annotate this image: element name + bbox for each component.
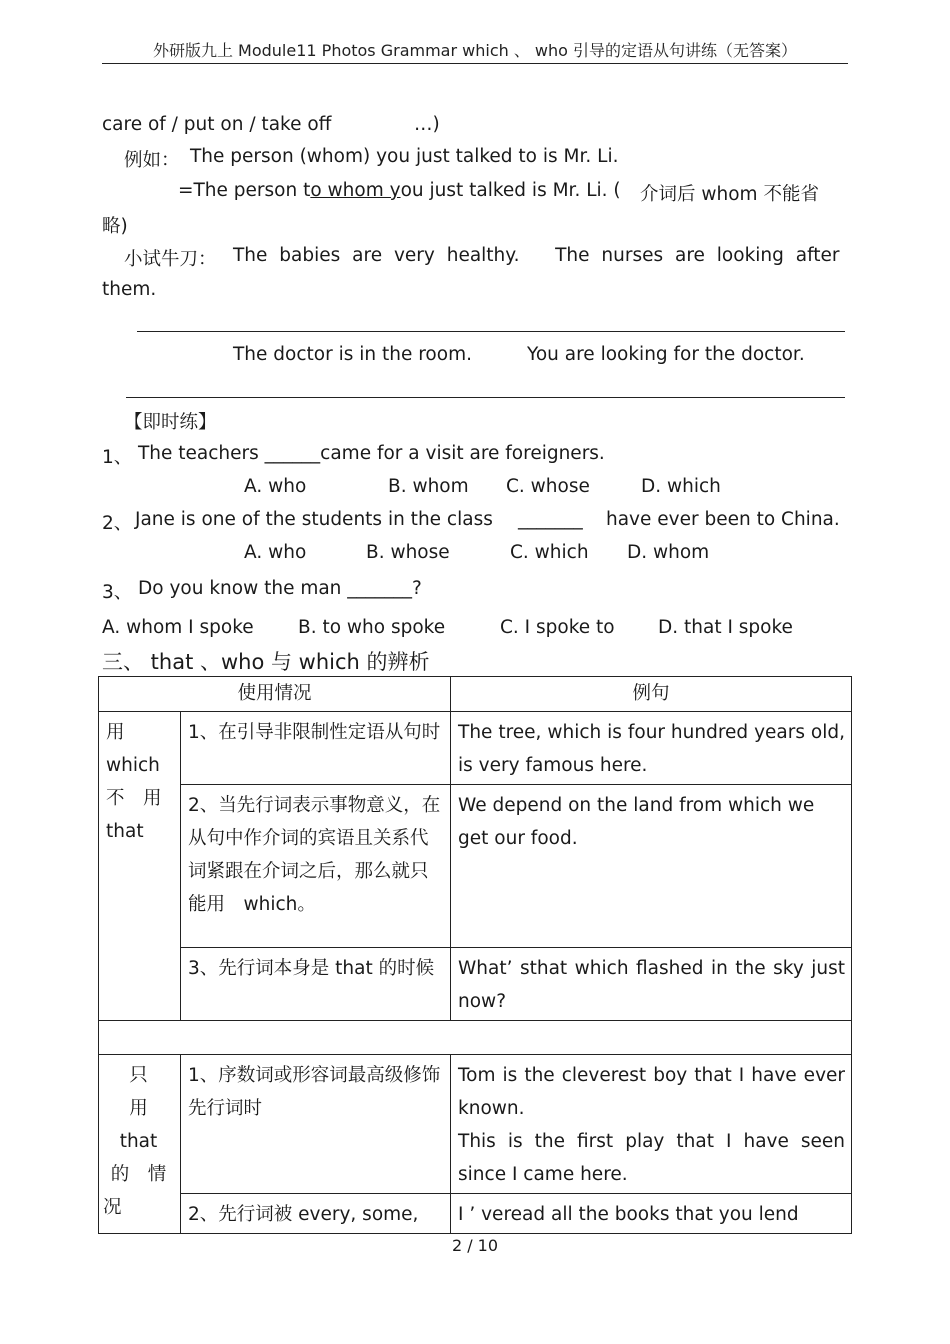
header-example: 例句 (451, 677, 852, 712)
header-rule (102, 63, 848, 64)
equivalent-sentence (178, 180, 621, 201)
practice-title: 【即时练】 (124, 412, 217, 433)
question-2-number: 2、 (102, 513, 133, 534)
page-number: 2 / 10 (451, 1236, 499, 1255)
group-1-label-line: that (106, 821, 144, 842)
answer-line-1 (137, 331, 845, 332)
doctor-sentence-a: The doctor is in the room. (233, 344, 472, 365)
comparison-table (98, 676, 852, 1234)
table-header-row (99, 677, 852, 712)
try-label: 小试牛刀： (124, 249, 217, 270)
preposition-note-end: 略) (102, 216, 128, 237)
header-usage: 使用情况 (99, 677, 451, 712)
section-3-title: 三、 that 、who 与 which 的辨析 (102, 650, 430, 674)
group-2-label (99, 1055, 181, 1234)
example-line: This is the first play that I have seen since I came here. (458, 1131, 846, 1185)
question-2-text: Jane is one of the students in the class (135, 509, 493, 530)
equivalent-post: ou just talked is Mr. Li. ( (400, 180, 621, 201)
table-row (99, 948, 852, 1021)
example-label: 例如： (124, 150, 180, 171)
example-cell: I ’ veread all the books that you lend (451, 1194, 852, 1234)
usage-cell: 2、先行词被 every, some, (181, 1194, 451, 1234)
group-1-label-line: 不 用 (106, 788, 162, 809)
try-sentence: The babies are very healthy. The nurses are looking after (233, 245, 840, 266)
question-3-number: 3、 (102, 582, 133, 603)
question-2-text-end: have ever been to China. (606, 509, 840, 530)
question-1-option-c: C. whose (506, 476, 590, 497)
question-3-option-d: D. that I spoke (658, 617, 793, 638)
example-cell: We depend on the land from which we get our food. (451, 785, 852, 948)
question-3-option-b: B. to who spoke (298, 617, 446, 638)
usage-cell: 3、先行词本身是 that 的时候 (181, 948, 451, 1021)
group-2-label-line: 只 (129, 1065, 148, 1086)
usage-cell: 2、当先行词表示事物意义，在从句中作介词的宾语且关系代词紧跟在介词之后，那么就只能用 which。 (181, 785, 451, 948)
example-line: Tom is the cleverest boy that I have ever known. (458, 1065, 846, 1119)
question-2-option-c: C. which (510, 542, 589, 563)
doctor-sentence-b: You are looking for the doctor. (527, 344, 805, 365)
question-2-blank: _______ (518, 509, 583, 530)
intro-line-1: care of / put on / take off (102, 114, 332, 135)
answer-line-2 (126, 397, 845, 398)
group-1-label (99, 712, 181, 1021)
question-1-option-d: D. which (641, 476, 721, 497)
question-3-text: Do you know the man _______? (138, 578, 422, 599)
example-cell (451, 1055, 852, 1194)
spacer-cell (99, 1021, 852, 1055)
question-2-option-b: B. whose (366, 542, 450, 563)
question-1-option-b: B. whom (388, 476, 469, 497)
question-3-option-a: A. whom I spoke (102, 617, 254, 638)
example-cell: What’ sthat which flashed in the sky just now? (451, 948, 852, 1021)
question-1-option-a: A. who (244, 476, 307, 497)
example-sentence: The person (whom) you just talked to is Mr. Li. (190, 146, 619, 167)
example-cell: The tree, which is four hundred years old, is very famous here. (451, 712, 852, 785)
group-1-label-line: 用 (106, 722, 125, 743)
table-row (99, 712, 852, 785)
table-row (99, 1055, 852, 1194)
usage-cell: 1、在引导非限制性定语从句时 (181, 712, 451, 785)
try-sentence-end: them. (102, 279, 157, 300)
question-3-option-c: C. I spoke to (500, 617, 615, 638)
group-2-label-line: 用 (129, 1098, 148, 1119)
equivalent-underlined: o whom y (310, 180, 401, 201)
preposition-note: 介词后 whom 不能省 (640, 184, 819, 205)
question-1-number: 1、 (102, 447, 133, 468)
equivalent-pre: =The person t (178, 180, 311, 201)
group-2-label-line: 况 (103, 1197, 122, 1218)
page-header: 外研版九上 Module11 Photos Grammar which 、 who 引导的定语从句讲练（无答案） (152, 41, 798, 60)
table-row (99, 785, 852, 948)
intro-line-1-tail: …) (414, 114, 440, 135)
table-row (99, 1194, 852, 1234)
group-2-label-line: 的 情 (110, 1164, 167, 1185)
table-spacer-row (99, 1021, 852, 1055)
group-2-label-line: that (119, 1131, 158, 1152)
usage-cell: 1、序数词或形容词最高级修饰先行词时 (181, 1055, 451, 1194)
question-2-option-d: D. whom (627, 542, 710, 563)
question-1-text: The teachers ______came for a visit are foreigners. (138, 443, 605, 464)
group-1-label-line: which (106, 755, 160, 776)
question-2-option-a: A. who (244, 542, 307, 563)
